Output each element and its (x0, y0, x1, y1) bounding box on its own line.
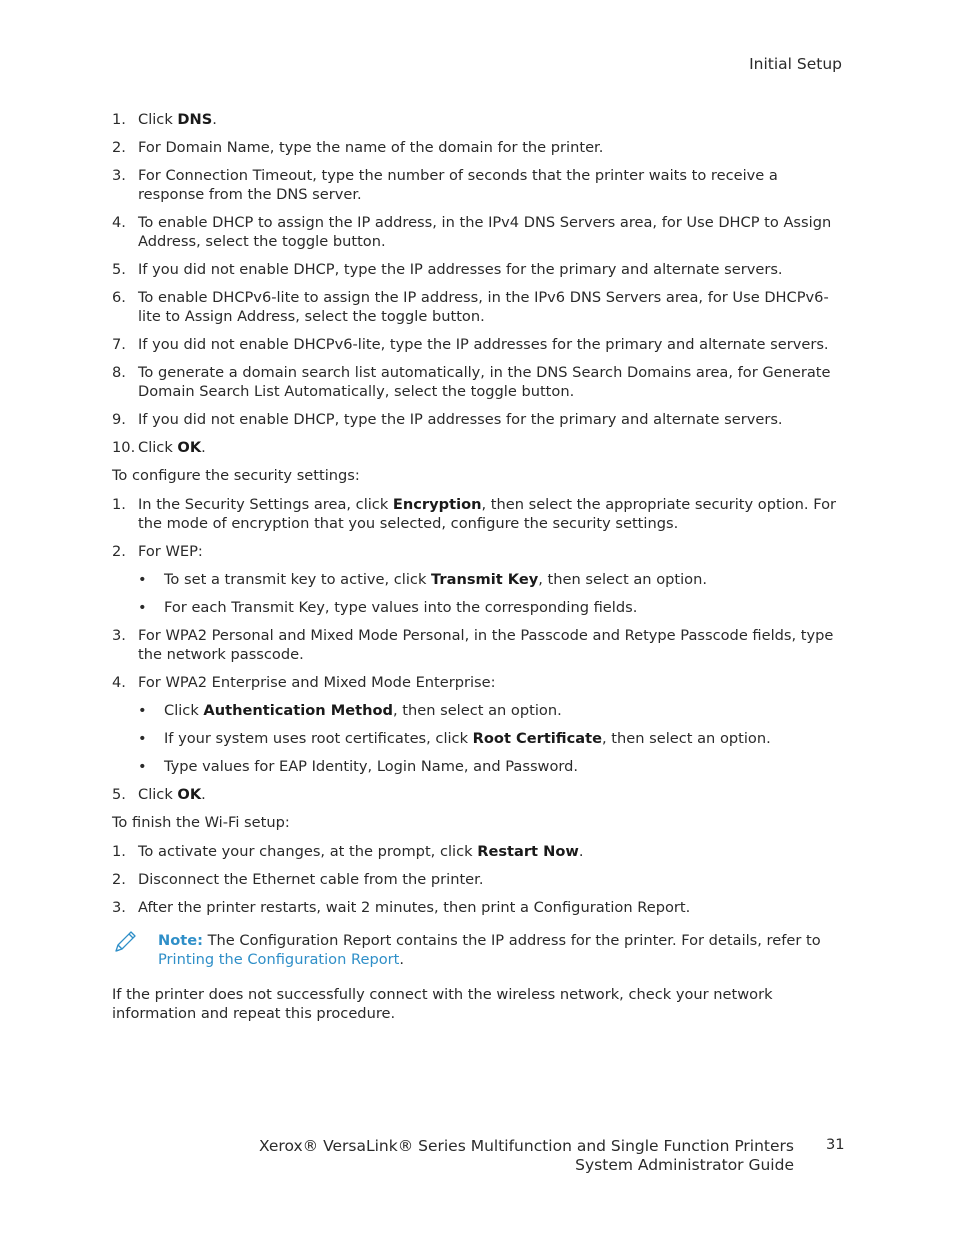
section-title: Initial Setup (749, 55, 842, 73)
finish-intro: To finish the Wi-Fi setup: (112, 814, 290, 831)
list-item (112, 785, 842, 804)
bold-term: Restart Now (477, 843, 579, 860)
bullet-item (138, 757, 842, 776)
footer-guide-line: System Administrator Guide (575, 1156, 794, 1174)
step-text: To enable DHCP to assign the IP address, in the IPv4 DNS Servers area, for Use DHCP to Assign Address, select the toggle button. (138, 214, 832, 250)
footer-product-line: Xerox® VersaLink® Series Multifunction and Single Function Printers (258, 1137, 794, 1155)
step-text: Click OK. (138, 439, 206, 456)
note-box (112, 931, 842, 969)
list-item (112, 138, 842, 157)
step-number: 5. (112, 786, 126, 803)
step-text: For Domain Name, type the name of the domain for the printer. (138, 139, 604, 156)
step-number: 2. (112, 139, 126, 156)
sub-bullet-list (138, 701, 842, 776)
bullet-dot-icon: • (138, 730, 147, 747)
bullet-item (138, 729, 842, 748)
dns-steps-list (112, 110, 842, 457)
bold-term: DNS (177, 111, 213, 128)
list-item (112, 626, 842, 664)
list-item (112, 495, 842, 533)
bullet-text: Click Authentication Method, then select an option. (164, 702, 562, 719)
page-header (749, 55, 842, 74)
sub-bullet-list (138, 570, 842, 617)
step-text: In the Security Settings area, click Encryption, then select the appropriate security option. For the mode of encryption that you selected, configure the security settings. (138, 496, 837, 532)
bullet-dot-icon: • (138, 571, 147, 588)
list-item (112, 110, 842, 129)
list-item (112, 438, 842, 457)
step-text: For Connection Timeout, type the number of seconds that the printer waits to receive a response from the DNS server. (138, 167, 778, 203)
list-item (112, 213, 842, 251)
bullet-text: For each Transmit Key, type values into the corresponding fields. (164, 599, 638, 616)
step-text: Click OK. (138, 786, 206, 803)
configuration-report-link[interactable]: Printing the Configuration Report (158, 951, 400, 968)
step-text: Click DNS. (138, 111, 217, 128)
note-end: . (399, 951, 404, 968)
step-number: 9. (112, 411, 126, 428)
closing-paragraph: If the printer does not successfully connect with the wireless network, check your network information and repeat this procedure. (112, 986, 773, 1022)
list-item (112, 898, 842, 917)
note-label: Note: (158, 932, 203, 949)
step-text: Disconnect the Ethernet cable from the printer. (138, 871, 484, 888)
page-content (112, 110, 842, 1033)
list-item (112, 363, 842, 401)
bullet-text: Type values for EAP Identity, Login Name, and Password. (164, 758, 579, 775)
bold-term: OK (177, 786, 202, 803)
list-item (112, 842, 842, 861)
step-text: For WEP: (138, 543, 203, 560)
step-text: To generate a domain search list automatically, in the DNS Search Domains area, for Generate Domain Search List Automatically, select the toggle button. (138, 364, 831, 400)
page-number: 31 (826, 1136, 845, 1153)
step-text: If you did not enable DHCP, type the IP addresses for the primary and alternate servers. (138, 261, 783, 278)
step-number: 2. (112, 871, 126, 888)
step-text: If you did not enable DHCPv6-lite, type the IP addresses for the primary and alternate servers. (138, 336, 829, 353)
bullet-item (138, 701, 842, 720)
security-steps-list (112, 495, 842, 804)
list-item (112, 542, 842, 617)
step-text: To activate your changes, at the prompt, click Restart Now. (138, 843, 584, 860)
pencil-icon (112, 929, 138, 955)
step-number: 4. (112, 674, 126, 691)
step-number: 4. (112, 214, 126, 231)
step-text: For WPA2 Enterprise and Mixed Mode Enterprise: (138, 674, 496, 691)
step-number: 5. (112, 261, 126, 278)
bold-term: Authentication Method (203, 702, 393, 719)
step-number: 1. (112, 111, 126, 128)
list-item (112, 870, 842, 889)
step-text: To enable DHCPv6-lite to assign the IP address, in the IPv6 DNS Servers area, for Use DHCPv6-lite to Assign Address, select the toggle button. (138, 289, 829, 325)
bold-term: Encryption (392, 496, 482, 513)
bullet-text: If your system uses root certificates, click Root Certificate, then select an option. (164, 730, 771, 747)
step-number: 1. (112, 843, 126, 860)
step-text: If you did not enable DHCP, type the IP addresses for the primary and alternate servers. (138, 411, 783, 428)
bold-term: Transmit Key (431, 571, 539, 588)
step-number: 7. (112, 336, 126, 353)
step-number: 1. (112, 496, 126, 513)
bullet-text: To set a transmit key to active, click Transmit Key, then select an option. (164, 571, 707, 588)
list-item (112, 410, 842, 429)
bullet-dot-icon: • (138, 599, 147, 616)
bold-term: Root Certificate (472, 730, 602, 747)
list-item (112, 260, 842, 279)
finish-steps-list (112, 842, 842, 917)
bullet-item (138, 570, 842, 589)
list-item (112, 288, 842, 326)
bullet-dot-icon: • (138, 758, 147, 775)
bullet-dot-icon: • (138, 702, 147, 719)
security-intro: To configure the security settings: (112, 467, 360, 484)
step-text: For WPA2 Personal and Mixed Mode Personal, in the Passcode and Retype Passcode fields, type the network passcode. (138, 627, 834, 663)
step-number: 6. (112, 289, 126, 306)
step-number: 3. (112, 627, 126, 644)
step-number: 10. (112, 439, 136, 456)
step-number: 2. (112, 543, 126, 560)
list-item (112, 166, 842, 204)
step-number: 8. (112, 364, 126, 381)
note-text: The Configuration Report contains the IP address for the printer. For details, refer to (202, 932, 821, 949)
page-footer (259, 1137, 794, 1175)
bold-term: OK (177, 439, 202, 456)
list-item (112, 335, 842, 354)
step-number: 3. (112, 899, 126, 916)
bullet-item (138, 598, 842, 617)
list-item (112, 673, 842, 776)
step-text: After the printer restarts, wait 2 minutes, then print a Configuration Report. (138, 899, 691, 916)
step-number: 3. (112, 167, 126, 184)
